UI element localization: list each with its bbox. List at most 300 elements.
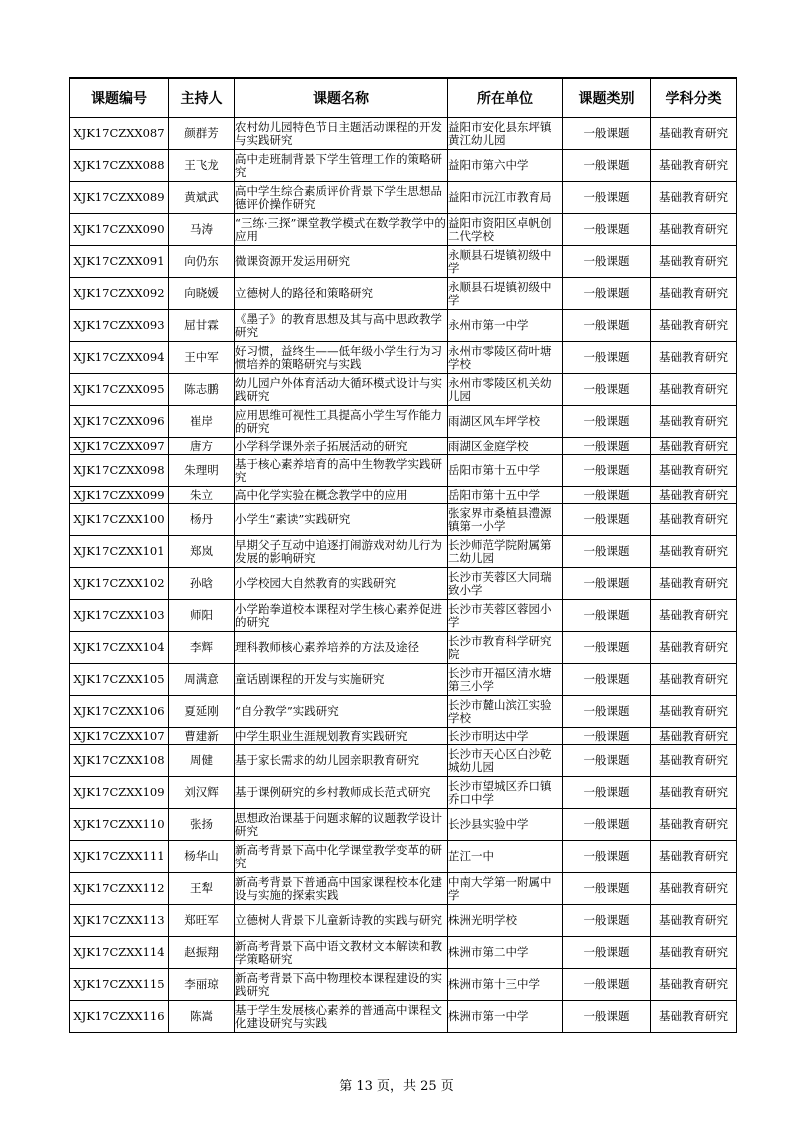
organization-text: 益阳市沅江市教育局 xyxy=(448,191,552,204)
project-category-text: 一般课题 xyxy=(583,127,630,140)
table-cell-project-code xyxy=(70,342,169,374)
host-name-text: 王中军 xyxy=(184,351,219,364)
table-cell-subject-class xyxy=(651,937,737,969)
subject-class-text: 基础教育研究 xyxy=(659,383,728,396)
project-name-text: 立德树人的路径和策略研究 xyxy=(235,287,373,300)
project-name-text: 好习惯，益终生——低年级小学生行为习惯培养的策略研究与实践 xyxy=(235,344,442,371)
project-category-text: 一般课题 xyxy=(583,609,630,622)
project-name-text: 中学生职业生涯规划教育实践研究 xyxy=(235,729,408,743)
header-organization: 所在单位 xyxy=(448,78,563,118)
table-cell-project-name xyxy=(235,406,448,438)
table-cell-project-category xyxy=(563,937,651,969)
table-cell-subject-class xyxy=(651,777,737,809)
project-name-text: 立德树人背景下儿童新诗教的实践与研究 xyxy=(235,914,442,927)
organization-text: 永州市零陵区荷叶塘学校 xyxy=(448,344,552,371)
table-cell-project-code xyxy=(70,841,169,873)
organization-text: 长沙市开福区清水塘第三小学 xyxy=(448,666,552,693)
table-cell-project-name xyxy=(235,246,448,278)
table-cell-subject-class xyxy=(651,278,737,310)
table-cell-project-category xyxy=(563,406,651,438)
table-cell-subject-class xyxy=(651,455,737,487)
host-name-text: 李丽琼 xyxy=(184,978,219,991)
host-name-text: 赵振翔 xyxy=(184,946,219,959)
host-name-text: 郑岚 xyxy=(190,545,213,558)
table-cell-host-name xyxy=(169,406,235,438)
table-cell-project-name xyxy=(235,455,448,487)
table-cell-subject-class xyxy=(651,182,737,214)
project-name-text: 理科教师核心素养培养的方法及途径 xyxy=(235,641,419,654)
table-cell-subject-class xyxy=(651,664,737,696)
table-row xyxy=(70,905,737,937)
project-name-text: 农村幼儿园特色节日主题活动课程的开发与实践研究 xyxy=(235,120,442,147)
host-name-text: 曹建新 xyxy=(184,729,219,743)
table-cell-project-name xyxy=(235,374,448,406)
host-name-text: 师阳 xyxy=(190,609,213,622)
project-category-text: 一般课题 xyxy=(583,1010,630,1023)
table-cell-project-name xyxy=(235,937,448,969)
table-cell-organization xyxy=(448,504,563,536)
table-header-row xyxy=(70,78,737,118)
project-code-text: XJK17CZXX089 xyxy=(73,191,165,204)
table-cell-project-category xyxy=(563,777,651,809)
table-row xyxy=(70,374,737,406)
table-cell-project-category xyxy=(563,310,651,342)
table-cell-host-name xyxy=(169,728,235,745)
table-cell-project-name xyxy=(235,118,448,150)
subject-class-text: 基础教育研究 xyxy=(659,545,728,558)
table-row xyxy=(70,728,737,745)
project-category-text: 一般课题 xyxy=(583,287,630,300)
project-category-text: 一般课题 xyxy=(583,351,630,364)
table-cell-project-code xyxy=(70,246,169,278)
table-cell-project-code xyxy=(70,487,169,504)
table-cell-project-code xyxy=(70,905,169,937)
project-category-text: 一般课题 xyxy=(583,488,630,502)
table-cell-organization xyxy=(448,1001,563,1033)
project-category-text: 一般课题 xyxy=(583,641,630,654)
host-name-text: 郑旺军 xyxy=(184,914,219,927)
table-cell-project-name xyxy=(235,969,448,1001)
project-category-text: 一般课题 xyxy=(583,464,630,477)
table-cell-organization xyxy=(448,664,563,696)
table-cell-organization xyxy=(448,696,563,728)
table-cell-host-name xyxy=(169,600,235,632)
host-name-text: 黄斌武 xyxy=(184,191,219,204)
table-cell-subject-class xyxy=(651,487,737,504)
project-code-text: XJK17CZXX105 xyxy=(73,673,165,686)
table-cell-project-name xyxy=(235,487,448,504)
project-category-text: 一般课题 xyxy=(583,439,630,453)
table-cell-project-name xyxy=(235,728,448,745)
organization-text: 岳阳市第十五中学 xyxy=(448,464,540,477)
table-row xyxy=(70,696,737,728)
table-cell-project-code xyxy=(70,278,169,310)
host-name-text: 朱立 xyxy=(190,488,213,502)
table-cell-organization xyxy=(448,745,563,777)
table-cell-host-name xyxy=(169,905,235,937)
subject-class-text: 基础教育研究 xyxy=(659,882,728,895)
table-cell-subject-class xyxy=(651,809,737,841)
table-cell-project-category xyxy=(563,487,651,504)
organization-text: 永州市第一中学 xyxy=(448,319,529,332)
table-cell-organization xyxy=(448,487,563,504)
host-name-text: 张扬 xyxy=(190,818,213,831)
project-category-text: 一般课题 xyxy=(583,159,630,172)
table-cell-project-category xyxy=(563,246,651,278)
host-name-text: 夏延刚 xyxy=(184,705,219,718)
table-cell-subject-class xyxy=(651,905,737,937)
project-code-text: XJK17CZXX106 xyxy=(73,705,165,718)
project-name-text: 基于核心素养培育的高中生物教学实践研究 xyxy=(235,457,442,484)
table-cell-project-name xyxy=(235,214,448,246)
table-row xyxy=(70,568,737,600)
table-cell-project-category xyxy=(563,696,651,728)
project-category-text: 一般课题 xyxy=(583,786,630,799)
table-cell-organization xyxy=(448,150,563,182)
table-cell-host-name xyxy=(169,342,235,374)
project-code-text: XJK17CZXX099 xyxy=(73,488,165,502)
table-cell-project-code xyxy=(70,745,169,777)
table-cell-project-category xyxy=(563,150,651,182)
organization-text: 岳阳市第十五中学 xyxy=(448,488,540,502)
project-name-text: 小学生“素读”实践研究 xyxy=(235,513,351,526)
subject-class-text: 基础教育研究 xyxy=(659,159,728,172)
table-cell-project-category xyxy=(563,873,651,905)
table-cell-host-name xyxy=(169,455,235,487)
table-cell-project-code xyxy=(70,696,169,728)
organization-text: 长沙市天心区白沙乾城幼儿园 xyxy=(448,747,552,774)
table-cell-project-code xyxy=(70,455,169,487)
header-subject-class: 学科分类 xyxy=(651,78,737,118)
table-cell-project-category xyxy=(563,969,651,1001)
table-cell-project-category xyxy=(563,728,651,745)
project-category-text: 一般课题 xyxy=(583,513,630,526)
table-cell-host-name xyxy=(169,568,235,600)
table-cell-host-name xyxy=(169,664,235,696)
table-row xyxy=(70,664,737,696)
project-name-text: 微课资源开发运用研究 xyxy=(235,255,350,268)
table-cell-host-name xyxy=(169,374,235,406)
table-cell-project-category xyxy=(563,841,651,873)
table-row xyxy=(70,342,737,374)
table-row xyxy=(70,777,737,809)
project-category-text: 一般课题 xyxy=(583,882,630,895)
table-cell-subject-class xyxy=(651,150,737,182)
table-cell-project-code xyxy=(70,150,169,182)
table-cell-host-name xyxy=(169,118,235,150)
table-row xyxy=(70,1001,737,1033)
table-cell-project-code xyxy=(70,873,169,905)
organization-text: 长沙师范学院附属第二幼儿园 xyxy=(448,538,552,565)
subject-class-text: 基础教育研究 xyxy=(659,464,728,477)
table-cell-organization xyxy=(448,969,563,1001)
table-row xyxy=(70,246,737,278)
subject-class-text: 基础教育研究 xyxy=(659,513,728,526)
table-cell-subject-class xyxy=(651,246,737,278)
table-cell-organization xyxy=(448,841,563,873)
host-name-text: 陈嵩 xyxy=(190,1010,213,1023)
project-category-text: 一般课题 xyxy=(583,415,630,428)
table-cell-host-name xyxy=(169,777,235,809)
subject-class-text: 基础教育研究 xyxy=(659,978,728,991)
project-code-text: XJK17CZXX114 xyxy=(73,946,165,959)
organization-text: 永顺县石堤镇初级中学 xyxy=(448,248,552,275)
table-cell-project-name xyxy=(235,536,448,568)
table-cell-project-name xyxy=(235,809,448,841)
table-cell-project-category xyxy=(563,504,651,536)
table-cell-project-code xyxy=(70,937,169,969)
organization-text: 永州市零陵区机关幼儿园 xyxy=(448,376,552,403)
table-cell-project-code xyxy=(70,664,169,696)
project-name-text: 高中学生综合素质评价背景下学生思想品德评价操作研究 xyxy=(235,184,442,211)
project-name-text: 基于课例研究的乡村教师成长范式研究 xyxy=(235,786,431,799)
project-code-text: XJK17CZXX095 xyxy=(73,383,165,396)
table-cell-organization xyxy=(448,374,563,406)
organization-text: 益阳市第六中学 xyxy=(448,159,529,172)
project-name-text: 高中走班制背景下学生管理工作的策略研究 xyxy=(235,152,442,179)
project-name-text: 思想政治课基于问题求解的议题教学设计研究 xyxy=(235,811,442,838)
table-cell-project-name xyxy=(235,278,448,310)
project-name-text: 小学跆拳道校本课程对学生核心素养促进的研究 xyxy=(235,602,442,629)
table-cell-subject-class xyxy=(651,873,737,905)
table-cell-host-name xyxy=(169,1001,235,1033)
table-cell-organization xyxy=(448,809,563,841)
table-cell-host-name xyxy=(169,937,235,969)
project-name-text: 小学科学课外亲子拓展活动的研究 xyxy=(235,439,408,453)
project-category-text: 一般课题 xyxy=(583,383,630,396)
table-cell-organization xyxy=(448,937,563,969)
table-cell-project-name xyxy=(235,182,448,214)
organization-text: 雨湖区风车坪学校 xyxy=(448,415,540,428)
host-name-text: 杨丹 xyxy=(190,513,213,526)
table-cell-organization xyxy=(448,246,563,278)
project-code-text: XJK17CZXX115 xyxy=(73,978,165,991)
organization-text: 益阳市资阳区卓帆创二代学校 xyxy=(448,216,552,243)
table-cell-host-name xyxy=(169,696,235,728)
project-code-text: XJK17CZXX116 xyxy=(73,1010,165,1023)
host-name-text: 孙晗 xyxy=(190,577,213,590)
host-name-text: 崔岸 xyxy=(190,415,213,428)
table-cell-project-name xyxy=(235,905,448,937)
organization-text: 长沙市麓山滨江实验学校 xyxy=(448,698,552,725)
table-cell-subject-class xyxy=(651,745,737,777)
table-cell-host-name xyxy=(169,278,235,310)
project-name-text: 早期父子互动中追逐打闹游戏对幼儿行为发展的影响研究 xyxy=(235,538,442,565)
project-code-text: XJK17CZXX104 xyxy=(73,641,165,654)
host-name-text: 屈甘霖 xyxy=(184,319,219,332)
table-cell-project-category xyxy=(563,214,651,246)
table-cell-subject-class xyxy=(651,969,737,1001)
table-cell-project-category xyxy=(563,438,651,455)
project-name-text: 新高考背景下高中物理校本课程建设的实践研究 xyxy=(235,971,442,998)
project-category-text: 一般课题 xyxy=(583,978,630,991)
table-cell-project-name xyxy=(235,632,448,664)
table-cell-project-code xyxy=(70,568,169,600)
table-cell-project-code xyxy=(70,374,169,406)
project-name-text: 《墨子》的教育思想及其与高中思政教学研究 xyxy=(235,312,442,339)
subject-class-text: 基础教育研究 xyxy=(659,729,728,743)
table-cell-project-name xyxy=(235,310,448,342)
project-name-text: 应用思维可视性工具提高小学生写作能力的研究 xyxy=(235,408,442,435)
project-name-text: 幼儿园户外体育活动大循环模式设计与实践研究 xyxy=(235,376,442,403)
table-cell-host-name xyxy=(169,504,235,536)
host-name-text: 唐方 xyxy=(190,439,213,453)
table-cell-project-category xyxy=(563,745,651,777)
table-row xyxy=(70,487,737,504)
table-cell-host-name xyxy=(169,632,235,664)
project-name-text: “自分教学”实践研究 xyxy=(235,705,339,718)
table-cell-project-category xyxy=(563,600,651,632)
table-cell-subject-class xyxy=(651,696,737,728)
table-cell-project-name xyxy=(235,150,448,182)
project-code-text: XJK17CZXX111 xyxy=(73,850,165,863)
organization-text: 株洲光明学校 xyxy=(448,914,517,927)
table-cell-organization xyxy=(448,568,563,600)
project-code-text: XJK17CZXX087 xyxy=(73,127,165,140)
project-category-text: 一般课题 xyxy=(583,818,630,831)
project-category-text: 一般课题 xyxy=(583,946,630,959)
organization-text: 长沙市芙蓉区大同瑞致小学 xyxy=(448,570,552,597)
project-code-text: XJK17CZXX091 xyxy=(73,255,165,268)
table-cell-organization xyxy=(448,632,563,664)
organization-text: 株洲市第一中学 xyxy=(448,1010,529,1023)
project-name-text: 小学校园大自然教育的实践研究 xyxy=(235,577,396,590)
subject-class-text: 基础教育研究 xyxy=(659,914,728,927)
host-name-text: 马涛 xyxy=(190,223,213,236)
project-name-text: “三练·三探”课堂教学模式在数学教学中的应用 xyxy=(235,216,446,243)
table-cell-organization xyxy=(448,600,563,632)
table-cell-subject-class xyxy=(651,536,737,568)
subject-class-text: 基础教育研究 xyxy=(659,255,728,268)
subject-class-text: 基础教育研究 xyxy=(659,577,728,590)
table-cell-project-category xyxy=(563,455,651,487)
subject-class-text: 基础教育研究 xyxy=(659,705,728,718)
table-cell-project-code xyxy=(70,728,169,745)
project-category-text: 一般课题 xyxy=(583,191,630,204)
table-cell-organization xyxy=(448,214,563,246)
table-cell-project-code xyxy=(70,536,169,568)
table-cell-project-code xyxy=(70,969,169,1001)
table-cell-subject-class xyxy=(651,118,737,150)
host-name-text: 向仍东 xyxy=(184,255,219,268)
subject-class-text: 基础教育研究 xyxy=(659,641,728,654)
subject-class-text: 基础教育研究 xyxy=(659,191,728,204)
organization-text: 长沙县实验中学 xyxy=(448,818,529,831)
organization-text: 长沙市明达中学 xyxy=(448,729,529,743)
table-cell-project-code xyxy=(70,777,169,809)
header-project-code: 课题编号 xyxy=(70,78,169,118)
table-row xyxy=(70,873,737,905)
project-name-text: 新高考背景下高中化学课堂教学变革的研究 xyxy=(235,843,442,870)
table-row xyxy=(70,809,737,841)
project-category-text: 一般课题 xyxy=(583,850,630,863)
subject-class-text: 基础教育研究 xyxy=(659,127,728,140)
host-name-text: 陈志鹏 xyxy=(184,383,219,396)
project-name-text: 童话剧课程的开发与实施研究 xyxy=(235,673,385,686)
subject-class-text: 基础教育研究 xyxy=(659,609,728,622)
table-row xyxy=(70,632,737,664)
header-project-category: 课题类别 xyxy=(563,78,651,118)
host-name-text: 周健 xyxy=(190,754,213,767)
project-name-text: 基于家长需求的幼儿园亲职教育研究 xyxy=(235,754,419,767)
table-cell-project-category xyxy=(563,664,651,696)
table-cell-project-category xyxy=(563,536,651,568)
project-category-text: 一般课题 xyxy=(583,319,630,332)
table-cell-host-name xyxy=(169,182,235,214)
table-row xyxy=(70,745,737,777)
project-code-text: XJK17CZXX112 xyxy=(73,882,165,895)
project-code-text: XJK17CZXX097 xyxy=(73,439,165,453)
table-cell-subject-class xyxy=(651,406,737,438)
subject-class-text: 基础教育研究 xyxy=(659,850,728,863)
table-row xyxy=(70,182,737,214)
subject-class-text: 基础教育研究 xyxy=(659,673,728,686)
table-cell-project-name xyxy=(235,745,448,777)
table-row xyxy=(70,455,737,487)
host-name-text: 王飞龙 xyxy=(184,159,219,172)
table-cell-project-name xyxy=(235,873,448,905)
organization-text: 益阳市安化县东坪镇黄江幼儿园 xyxy=(448,120,552,147)
project-code-text: XJK17CZXX108 xyxy=(73,754,165,767)
project-code-text: XJK17CZXX100 xyxy=(73,513,165,526)
subject-class-text: 基础教育研究 xyxy=(659,287,728,300)
subject-class-text: 基础教育研究 xyxy=(659,415,728,428)
table-cell-subject-class xyxy=(651,1001,737,1033)
table-cell-subject-class xyxy=(651,214,737,246)
table-cell-host-name xyxy=(169,873,235,905)
table-row xyxy=(70,118,737,150)
header-project-name: 课题名称 xyxy=(235,78,448,118)
table-cell-organization xyxy=(448,118,563,150)
table-cell-subject-class xyxy=(651,374,737,406)
project-name-text: 新高考背景下普通高中国家课程校本化建设与实施的探索实践 xyxy=(235,875,442,902)
table-cell-host-name xyxy=(169,969,235,1001)
project-code-text: XJK17CZXX101 xyxy=(73,545,165,558)
table-cell-project-category xyxy=(563,182,651,214)
project-category-text: 一般课题 xyxy=(583,577,630,590)
table-row xyxy=(70,937,737,969)
project-category-text: 一般课题 xyxy=(583,223,630,236)
project-name-text: 基于学生发展核心素养的普通高中课程文化建设研究与实践 xyxy=(235,1003,442,1030)
host-name-text: 向晓媛 xyxy=(184,287,219,300)
table-cell-project-name xyxy=(235,696,448,728)
table-cell-project-code xyxy=(70,438,169,455)
table-cell-project-category xyxy=(563,118,651,150)
organization-text: 株洲市第二中学 xyxy=(448,946,529,959)
table-cell-organization xyxy=(448,873,563,905)
organization-text: 株洲市第十三中学 xyxy=(448,978,540,991)
table-cell-project-code xyxy=(70,118,169,150)
project-code-text: XJK17CZXX103 xyxy=(73,609,165,622)
page-number: 第 13 页，共 25 页 xyxy=(339,1079,454,1094)
project-code-text: XJK17CZXX110 xyxy=(73,818,165,831)
project-code-text: XJK17CZXX090 xyxy=(73,223,165,236)
table-cell-subject-class xyxy=(651,568,737,600)
subject-class-text: 基础教育研究 xyxy=(659,439,728,453)
project-code-text: XJK17CZXX107 xyxy=(73,729,165,743)
table-cell-project-name xyxy=(235,504,448,536)
organization-text: 长沙市教育科学研究院 xyxy=(448,634,552,661)
table-cell-project-code xyxy=(70,214,169,246)
table-cell-organization xyxy=(448,182,563,214)
table-cell-subject-class xyxy=(651,632,737,664)
table-cell-project-code xyxy=(70,182,169,214)
subject-class-text: 基础教育研究 xyxy=(659,754,728,767)
organization-text: 雨湖区金庭学校 xyxy=(448,439,529,453)
table-cell-host-name xyxy=(169,841,235,873)
subject-class-text: 基础教育研究 xyxy=(659,786,728,799)
table-row xyxy=(70,406,737,438)
